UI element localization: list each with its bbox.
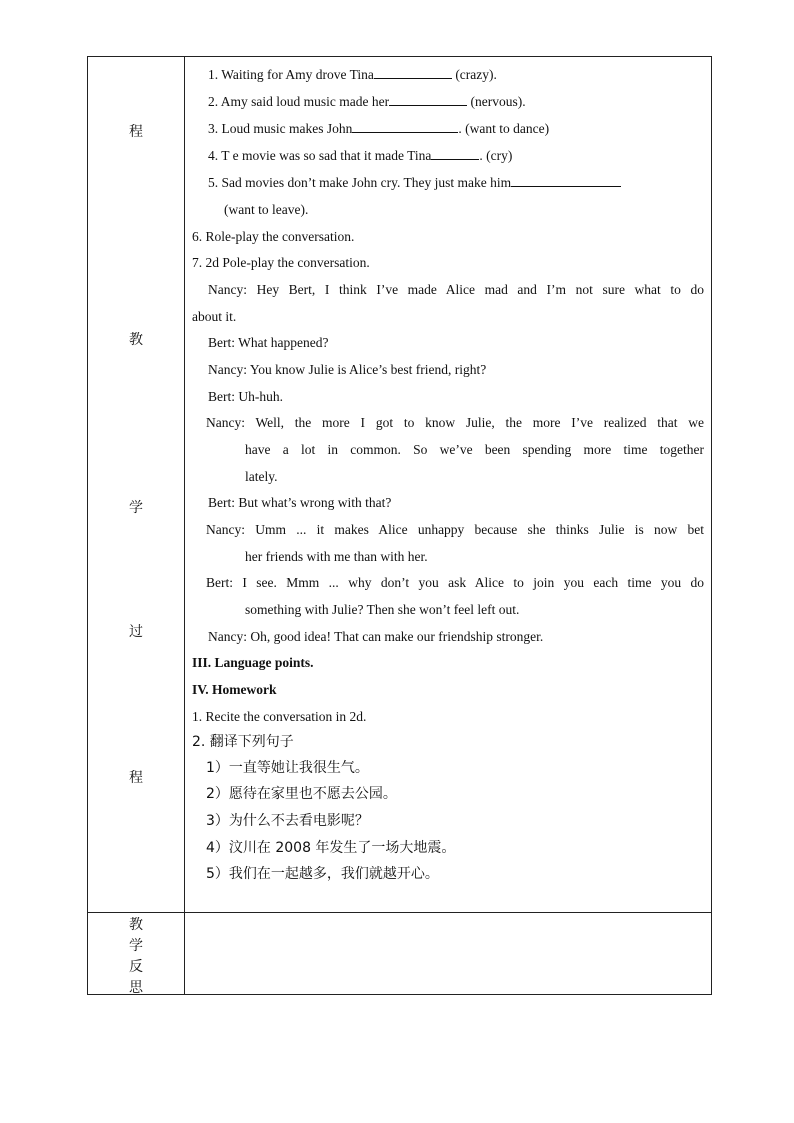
homework-item: 1. Recite the conversation in 2d. [192, 709, 367, 724]
exercise-continuation: (want to leave). [224, 202, 309, 217]
reflection-char: 教 [129, 917, 143, 933]
reflection-char: 学 [129, 938, 143, 954]
exercise-item: 5. Sad movies don’t make John cry. They just make him [208, 173, 621, 193]
translation-sentence: 5）我们在一起越多，我们就越开心。 [206, 866, 439, 882]
reflection-char: 反 [129, 959, 143, 975]
exercise-item: 1. Waiting for Amy drove Tina (crazy). [208, 67, 497, 82]
translation-sentence: 3）为什么不去看电影呢？ [206, 813, 369, 829]
left-label-char: 程 [129, 124, 143, 140]
lesson-table [87, 56, 712, 995]
dialogue-line: Nancy: You know Julie is Alice’s best friend, right? [208, 362, 487, 377]
section-heading: IV. Homework [192, 682, 277, 697]
reflection-label [88, 915, 184, 999]
dialogue-line: Nancy: Oh, good idea! That can make our friendship stronger. [208, 629, 544, 644]
reflection-char: 思 [129, 980, 143, 996]
step-item: 6. Role-play the conversation. [192, 229, 355, 244]
answer-blank [352, 119, 458, 133]
homework-item: 2. 翻译下列句子 [192, 734, 294, 750]
dialogue-line: lately. [245, 469, 278, 484]
exercise-item: 4. T e movie was so sad that it made Tina . (cry) [208, 148, 513, 163]
step-item: 7. 2d Pole-play the conversation. [192, 255, 370, 270]
translation-sentence: 1）一直等她让我很生气。 [206, 760, 369, 776]
dialogue-line: have a lot in common. So we’ve been spending more time together [245, 442, 704, 457]
left-label-char: 程 [129, 770, 143, 786]
answer-blank [374, 65, 452, 79]
left-label-char: 过 [129, 624, 143, 640]
exercise-item: 2. Amy said loud music made her (nervous). [208, 94, 526, 109]
dialogue-line: her friends with me than with her. [245, 549, 428, 564]
dialogue-line: Nancy: Well, the more I got to know Julie, the more I’ve realized that we [206, 415, 704, 430]
dialogue-line: Bert: I see. Mmm ... why don’t you ask Alice to join you each time you do [206, 575, 704, 590]
answer-blank [389, 92, 467, 106]
answer-blank [431, 146, 479, 160]
left-label-char: 教 [129, 332, 143, 348]
dialogue-line: Bert: Uh-huh. [208, 389, 283, 404]
dialogue-line: Bert: What happened? [208, 335, 329, 350]
left-label-char: 学 [129, 500, 143, 516]
translation-sentence: 2）愿待在家里也不愿去公园。 [206, 786, 397, 802]
dialogue-line: about it. [192, 309, 237, 324]
answer-blank [511, 173, 621, 187]
dialogue-line: something with Julie? Then she won’t feel left out. [245, 602, 520, 617]
dialogue-line: Bert: But what’s wrong with that? [208, 495, 392, 510]
row-divider [88, 912, 711, 913]
dialogue-line: Nancy: Umm ... it makes Alice unhappy because she thinks Julie is now bet [206, 522, 704, 537]
section-heading: III. Language points. [192, 655, 314, 670]
translation-sentence: 4）汶川在 2008 年发生了一场大地震。 [206, 840, 456, 856]
exercise-item: 3. Loud music makes John . (want to dance) [208, 121, 550, 136]
dialogue-line: Nancy: Hey Bert, I think I’ve made Alice mad and I’m not sure what to do [208, 282, 704, 297]
column-divider [184, 57, 185, 994]
